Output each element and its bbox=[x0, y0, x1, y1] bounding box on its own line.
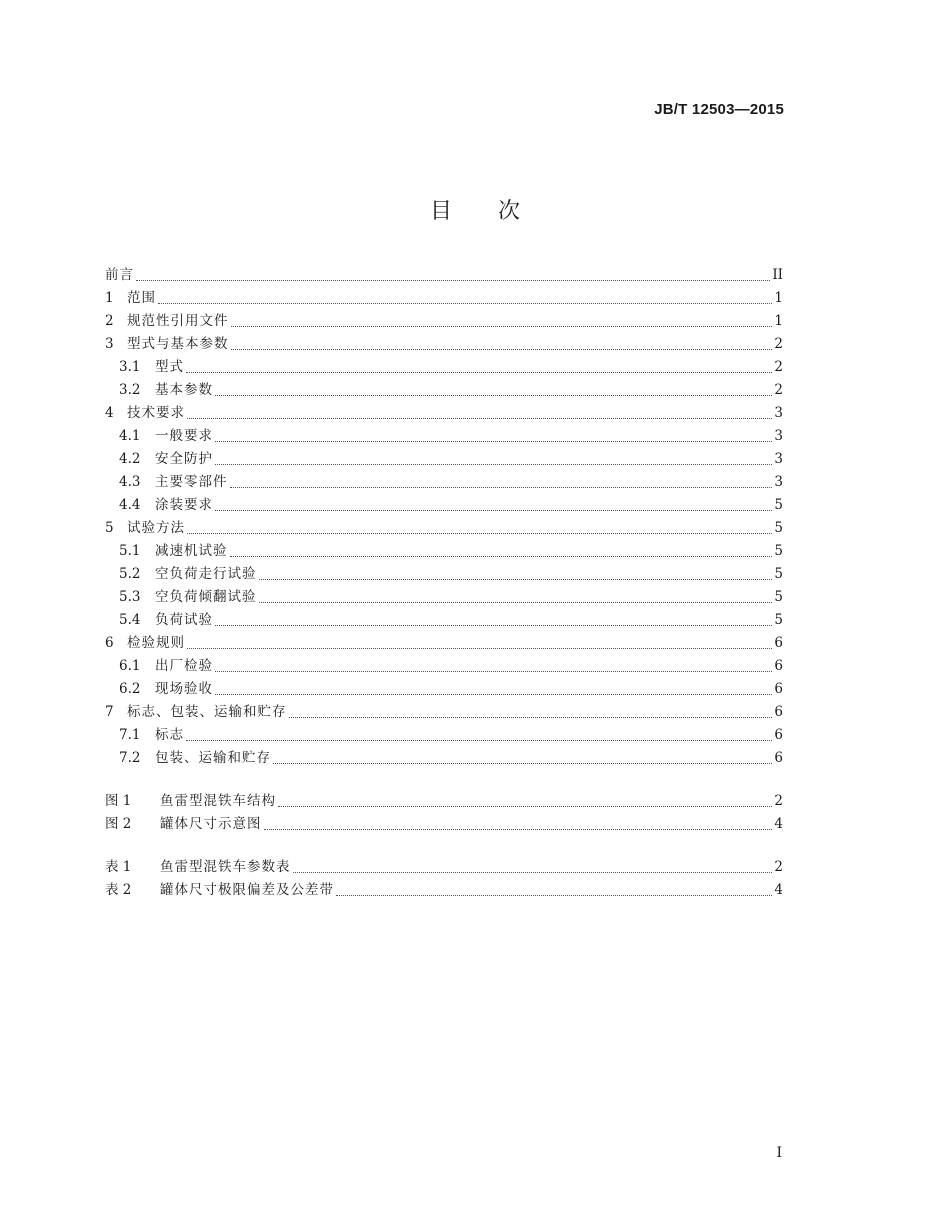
toc-leader-dots bbox=[187, 532, 772, 534]
toc-leader-dots bbox=[215, 509, 772, 511]
toc-entry-number: 4.4 bbox=[119, 497, 141, 513]
toc-entry-number: 4.1 bbox=[119, 428, 141, 444]
toc-entry-number: 6.1 bbox=[119, 658, 141, 674]
toc-leader-dots bbox=[136, 279, 770, 281]
toc-entry-number: 3.1 bbox=[119, 359, 141, 375]
toc-entry[interactable] bbox=[105, 813, 783, 836]
toc-figures bbox=[105, 790, 783, 836]
toc-entry-page: 5 bbox=[774, 566, 783, 582]
toc-entry-label: 主要零部件 bbox=[155, 474, 228, 490]
toc-entry[interactable] bbox=[105, 379, 783, 402]
toc-leader-dots bbox=[273, 762, 772, 764]
toc-leader-dots bbox=[187, 647, 772, 649]
toc-leader-dots bbox=[187, 417, 772, 419]
toc-entry-label: 试验方法 bbox=[127, 520, 185, 536]
toc-entry-page: 2 bbox=[774, 793, 783, 809]
toc-entry-number: 5.2 bbox=[119, 566, 141, 582]
toc-entry[interactable] bbox=[105, 310, 783, 333]
toc-entry[interactable] bbox=[105, 287, 783, 310]
toc-entry-label: 型式 bbox=[155, 359, 184, 375]
toc-entry-number: 7.2 bbox=[119, 750, 141, 766]
toc-entry-number: 6.2 bbox=[119, 681, 141, 697]
toc-entry[interactable] bbox=[105, 701, 783, 724]
toc-entry[interactable] bbox=[105, 879, 783, 902]
toc-entry-page: 6 bbox=[774, 635, 783, 651]
toc-entry-number: 3 bbox=[105, 336, 114, 352]
toc-leader-dots bbox=[259, 601, 773, 603]
toc-entry-page: 6 bbox=[774, 681, 783, 697]
toc-entry-number: 图 2 bbox=[105, 816, 132, 832]
toc-entry-label: 安全防护 bbox=[155, 451, 213, 467]
toc-entry-page: 1 bbox=[774, 313, 783, 329]
standard-code: JB/T 12503—2015 bbox=[654, 101, 784, 118]
toc-entry-page: 1 bbox=[774, 290, 783, 306]
toc-entry-number: 4.3 bbox=[119, 474, 141, 490]
toc-entry[interactable] bbox=[105, 856, 783, 879]
toc-entry-label: 空负荷走行试验 bbox=[155, 566, 257, 582]
toc-entry-number: 4.2 bbox=[119, 451, 141, 467]
toc-leader-dots bbox=[215, 463, 772, 465]
toc-entry[interactable] bbox=[105, 402, 783, 425]
toc-entry-label: 范围 bbox=[127, 290, 156, 306]
toc-entry-label: 鱼雷型混铁车参数表 bbox=[160, 859, 291, 875]
toc-entry-label: 规范性引用文件 bbox=[127, 313, 229, 329]
toc-entry[interactable] bbox=[105, 790, 783, 813]
toc-entry-label: 标志、包装、运输和贮存 bbox=[127, 704, 287, 720]
toc-leader-dots bbox=[158, 302, 772, 304]
toc-leader-dots bbox=[230, 555, 773, 557]
toc-leader-dots bbox=[259, 578, 773, 580]
toc-leader-dots bbox=[336, 894, 772, 896]
toc-entry[interactable] bbox=[105, 655, 783, 678]
toc-entry[interactable] bbox=[105, 264, 783, 287]
toc-entry-label: 包装、运输和贮存 bbox=[155, 750, 271, 766]
toc-entry-page: 2 bbox=[774, 336, 783, 352]
toc-gap bbox=[105, 836, 783, 856]
toc-entry-number: 7.1 bbox=[119, 727, 141, 743]
toc-entry-number: 表 2 bbox=[105, 882, 132, 898]
toc-entry[interactable] bbox=[105, 609, 783, 632]
toc-leader-dots bbox=[230, 486, 773, 488]
toc-entry-label: 负荷试验 bbox=[155, 612, 213, 628]
toc-entry-number: 5 bbox=[105, 520, 114, 536]
toc-tables bbox=[105, 856, 783, 902]
toc-sections bbox=[105, 264, 783, 770]
toc-entry[interactable] bbox=[105, 678, 783, 701]
toc-entry[interactable] bbox=[105, 563, 783, 586]
toc-entry-label: 前言 bbox=[105, 267, 134, 283]
toc-entry[interactable] bbox=[105, 540, 783, 563]
toc-entry[interactable] bbox=[105, 747, 783, 770]
toc-leader-dots bbox=[231, 348, 773, 350]
toc-entry-page: II bbox=[772, 267, 783, 283]
toc-leader-dots bbox=[215, 394, 772, 396]
toc-entry-page: 5 bbox=[774, 520, 783, 536]
toc-entry-page: 3 bbox=[774, 474, 783, 490]
toc-entry-label: 罐体尺寸示意图 bbox=[160, 816, 262, 832]
toc-entry-page: 6 bbox=[774, 727, 783, 743]
toc-entry-number: 3.2 bbox=[119, 382, 141, 398]
toc-entry[interactable] bbox=[105, 494, 783, 517]
toc-leader-dots bbox=[215, 670, 772, 672]
toc-entry-number: 2 bbox=[105, 313, 114, 329]
toc-leader-dots bbox=[293, 871, 773, 873]
toc-entry-label: 涂装要求 bbox=[155, 497, 213, 513]
toc-entry-label: 减速机试验 bbox=[155, 543, 228, 559]
toc-entry-page: 4 bbox=[774, 882, 783, 898]
toc-entry-number: 4 bbox=[105, 405, 114, 421]
toc-entry[interactable] bbox=[105, 448, 783, 471]
toc-entry-label: 技术要求 bbox=[127, 405, 185, 421]
toc-entry[interactable] bbox=[105, 517, 783, 540]
toc-entry-page: 6 bbox=[774, 704, 783, 720]
toc-entry[interactable] bbox=[105, 632, 783, 655]
toc-entry-page: 5 bbox=[774, 589, 783, 605]
toc-entry-page: 5 bbox=[774, 612, 783, 628]
toc-entry[interactable] bbox=[105, 356, 783, 379]
toc-entry-label: 出厂检验 bbox=[155, 658, 213, 674]
page-title: 目次 bbox=[429, 199, 566, 224]
toc-leader-dots bbox=[231, 325, 773, 327]
toc-entry[interactable] bbox=[105, 425, 783, 448]
toc-entry-number: 5.1 bbox=[119, 543, 141, 559]
toc-entry-number: 图 1 bbox=[105, 793, 132, 809]
toc-entry-number: 5.3 bbox=[119, 589, 141, 605]
toc-entry-page: 3 bbox=[774, 405, 783, 421]
toc-leader-dots bbox=[264, 828, 773, 830]
toc-entry-page: 2 bbox=[774, 359, 783, 375]
toc-entry-number: 5.4 bbox=[119, 612, 141, 628]
toc-leader-dots bbox=[186, 371, 772, 373]
toc-entry-number: 1 bbox=[105, 290, 114, 306]
page-number: I bbox=[776, 1145, 782, 1161]
toc-entry-page: 2 bbox=[774, 859, 783, 875]
toc-leader-dots bbox=[186, 739, 772, 741]
toc-entry-page: 6 bbox=[774, 658, 783, 674]
toc-entry-label: 型式与基本参数 bbox=[127, 336, 229, 352]
toc-gap bbox=[105, 770, 783, 790]
toc-entry-label: 罐体尺寸极限偏差及公差带 bbox=[160, 882, 334, 898]
toc-entry-page: 5 bbox=[774, 543, 783, 559]
toc-entry[interactable] bbox=[105, 724, 783, 747]
toc-entry-label: 一般要求 bbox=[155, 428, 213, 444]
toc-entry-label: 基本参数 bbox=[155, 382, 213, 398]
toc-entry-page: 5 bbox=[774, 497, 783, 513]
toc-entry-label: 鱼雷型混铁车结构 bbox=[160, 793, 276, 809]
toc-entry-number: 6 bbox=[105, 635, 114, 651]
toc-entry-page: 4 bbox=[774, 816, 783, 832]
toc-entry-page: 6 bbox=[774, 750, 783, 766]
toc-entry-label: 标志 bbox=[155, 727, 184, 743]
toc-entry-page: 2 bbox=[774, 382, 783, 398]
toc-entry-number: 表 1 bbox=[105, 859, 132, 875]
toc-entry[interactable] bbox=[105, 586, 783, 609]
toc-leader-dots bbox=[215, 693, 772, 695]
toc-leader-dots bbox=[278, 805, 772, 807]
toc-entry-page: 3 bbox=[774, 428, 783, 444]
toc-entry-number: 7 bbox=[105, 704, 114, 720]
toc-entry[interactable] bbox=[105, 333, 783, 356]
table-of-contents bbox=[105, 264, 783, 902]
toc-entry-label: 空负荷倾翻试验 bbox=[155, 589, 257, 605]
toc-entry-page: 3 bbox=[774, 451, 783, 467]
toc-leader-dots bbox=[289, 716, 773, 718]
toc-entry-label: 检验规则 bbox=[127, 635, 185, 651]
toc-leader-dots bbox=[215, 440, 772, 442]
toc-entry[interactable] bbox=[105, 471, 783, 494]
toc-entry-label: 现场验收 bbox=[155, 681, 213, 697]
toc-leader-dots bbox=[215, 624, 772, 626]
